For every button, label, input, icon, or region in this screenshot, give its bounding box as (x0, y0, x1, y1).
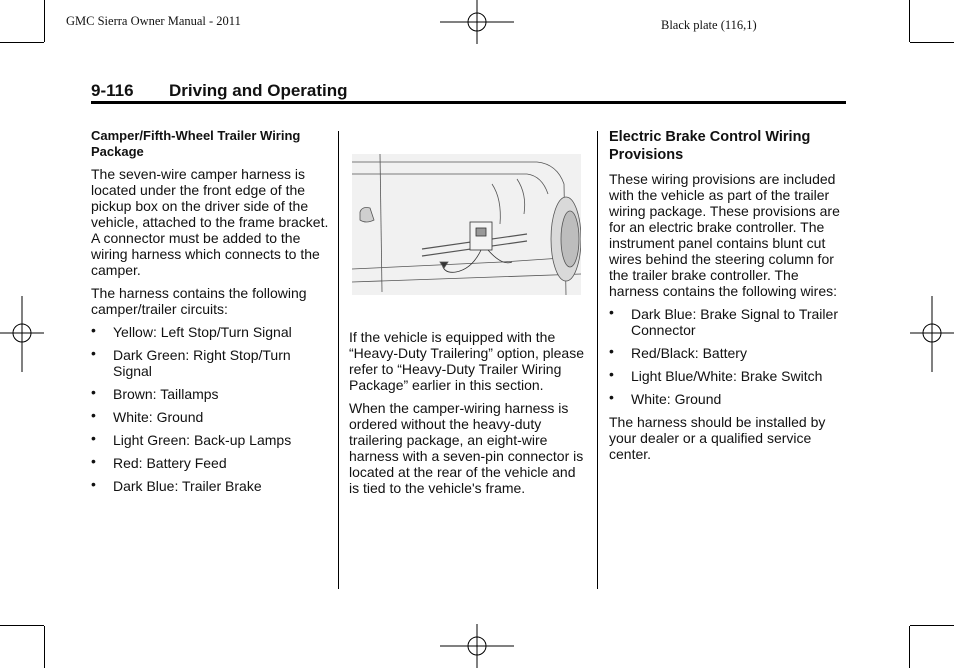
paragraph: When the camper-wiring harness is ordered without the heavy-duty trailering package, an eight-wire harness with a seven-pin connector is located at the rear of the vehicle and is tied to the vehicle's frame. (349, 400, 584, 496)
section-title: Driving and Operating (169, 81, 348, 100)
bullet-icon: • (91, 407, 96, 423)
bullet-icon: • (609, 304, 614, 320)
list-item: • Dark Green: Right Stop/Turn Signal (91, 345, 291, 379)
column-left (91, 128, 331, 501)
paragraph: The harness contains the following camper/trailer circuits: (91, 285, 307, 317)
list-item: • White: Ground (91, 407, 204, 425)
bullet-icon: • (609, 389, 614, 405)
list-item: • Brown: Taillamps (91, 384, 219, 402)
running-header-title: GMC Sierra Owner Manual - 2011 (66, 14, 241, 28)
bullet-icon: • (91, 430, 96, 446)
list-item: • Dark Blue: Trailer Brake (91, 476, 262, 494)
column-divider (338, 131, 339, 589)
heading-rule (91, 101, 846, 104)
subsection-heading: Camper/Fifth-Wheel Trailer Wiring Package (91, 128, 301, 159)
crop-mark (0, 42, 44, 43)
circuit-list (91, 324, 331, 494)
list-item: • White: Ground (609, 389, 722, 407)
list-item: • Dark Blue: Brake Signal to Trailer Connector (609, 304, 838, 338)
crop-mark (44, 626, 45, 668)
list-item: • Red: Battery Feed (91, 453, 227, 471)
page-number: 9-116 (91, 81, 134, 100)
registration-mark-icon (0, 296, 44, 372)
bullet-icon: • (91, 345, 96, 361)
registration-mark-icon (440, 0, 516, 44)
bullet-icon: • (91, 322, 96, 338)
column-middle (349, 329, 585, 503)
plate-label: Black plate (116,1) (661, 18, 757, 32)
bullet-icon: • (91, 384, 96, 400)
section-heading (91, 81, 348, 101)
paragraph: The seven-wire camper harness is located under the front edge of the pickup box on the driver side of the vehicle, attached to the frame bracket. A connector must be added to the wiring harness which connects to the camper. (91, 166, 329, 278)
truck-side-harness-illustration (352, 154, 581, 295)
crop-mark (909, 626, 910, 668)
subsection-heading: Electric Brake Control Wiring Provisions (609, 129, 811, 163)
bullet-icon: • (609, 343, 614, 359)
list-item: • Light Blue/White: Brake Switch (609, 366, 823, 384)
column-divider (597, 131, 598, 589)
list-item: • Light Green: Back-up Lamps (91, 430, 292, 448)
column-right (609, 128, 849, 469)
bullet-icon: • (91, 476, 96, 492)
crop-mark (44, 0, 45, 42)
paragraph: If the vehicle is equipped with the “Heavy-Duty Trailering” option, please refer to “Heavy-Duty Trailer Wiring Package” earlier in this section. (349, 329, 584, 393)
paragraph: These wiring provisions are included with the vehicle as part of the trailer wiring package. These provisions are for an electric brake controller. The instrument panel contains blunt cut wires behind the steering column for the trailer brake controller. The harness contains the following wires: (609, 171, 840, 299)
crop-mark (0, 625, 44, 626)
registration-mark-icon (910, 296, 954, 372)
crop-mark (910, 625, 954, 626)
list-item: • Yellow: Left Stop/Turn Signal (91, 322, 292, 340)
list-item: • Red/Black: Battery (609, 343, 747, 361)
registration-mark-icon (440, 624, 516, 668)
bullet-icon: • (91, 453, 96, 469)
bullet-icon: • (609, 366, 614, 382)
crop-mark (910, 42, 954, 43)
wire-list (609, 306, 849, 407)
paragraph: The harness should be installed by your dealer or a qualified service center. (609, 414, 826, 462)
crop-mark (909, 0, 910, 42)
